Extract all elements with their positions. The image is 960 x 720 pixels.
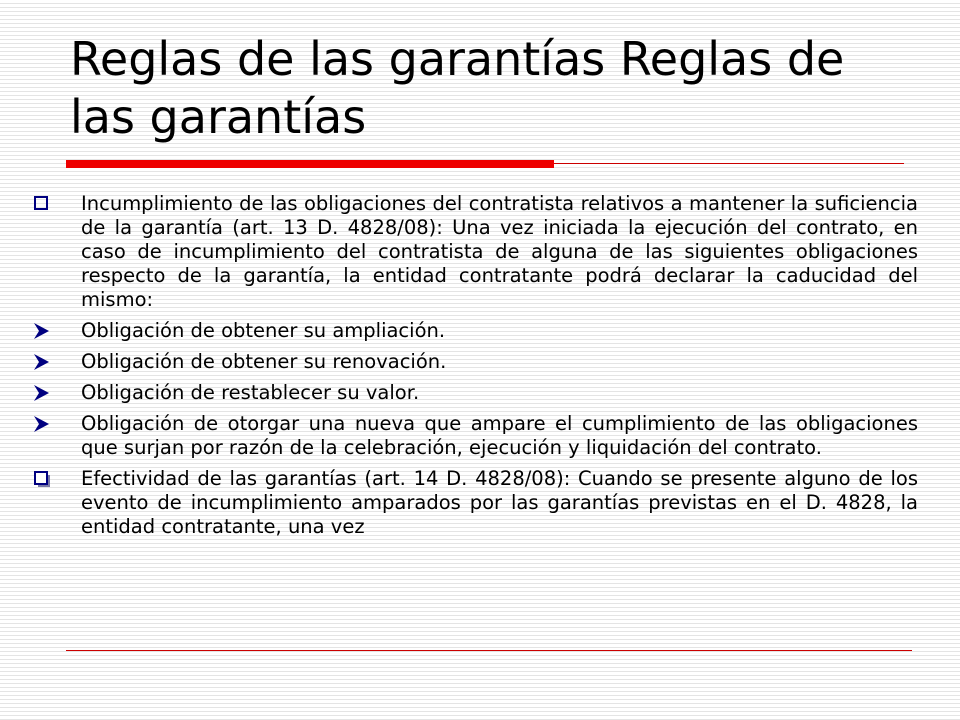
arrowhead-icon — [30, 350, 54, 374]
bullet-item — [30, 350, 918, 374]
bullet-text: Obligación de otorgar una nueva que ampare el cumplimiento de las obligaciones que surjan por razón de la celebración, ejecución y liquidación del contrato. — [81, 412, 918, 459]
arrowhead-icon — [30, 319, 54, 343]
bullet-item — [30, 319, 918, 343]
slide-title: Reglas de las garantías Reglas de las garantías — [70, 32, 845, 144]
footer-rule — [66, 650, 912, 651]
bullet-item — [30, 192, 918, 312]
slide-content — [30, 192, 918, 650]
bullet-item — [30, 412, 918, 460]
bullet-item — [30, 381, 918, 405]
bullet-text: Incumplimiento de las obligaciones del contratista relativos a mantener la suficiencia de la garantía (art. 13 D. 4828/08): Una vez iniciada la ejecución del contrato, en caso de incumplimiento del contratista de alguna de las siguientes obligaciones respecto de la garantía, la entidad contratante podrá declarar la caducidad del mismo: — [81, 192, 918, 311]
square-outline-icon — [30, 192, 54, 216]
bullet-item — [30, 467, 918, 539]
bullet-text: Obligación de obtener su ampliación. — [81, 319, 446, 342]
bullet-text: Obligación de restablecer su valor. — [81, 381, 420, 404]
bullet-text: Efectividad de las garantías (art. 14 D. 4828/08): Cuando se presente alguno de los evento de incumplimiento amparados por las garantías previstas en el D. 4828, la entidad contratante, una vez — [81, 467, 918, 538]
arrowhead-icon — [30, 412, 54, 436]
arrowhead-icon — [30, 381, 54, 405]
title-accent-bar — [66, 160, 554, 168]
shadowed-square-icon — [30, 467, 54, 491]
bullet-text: Obligación de obtener su renovación. — [81, 350, 447, 373]
